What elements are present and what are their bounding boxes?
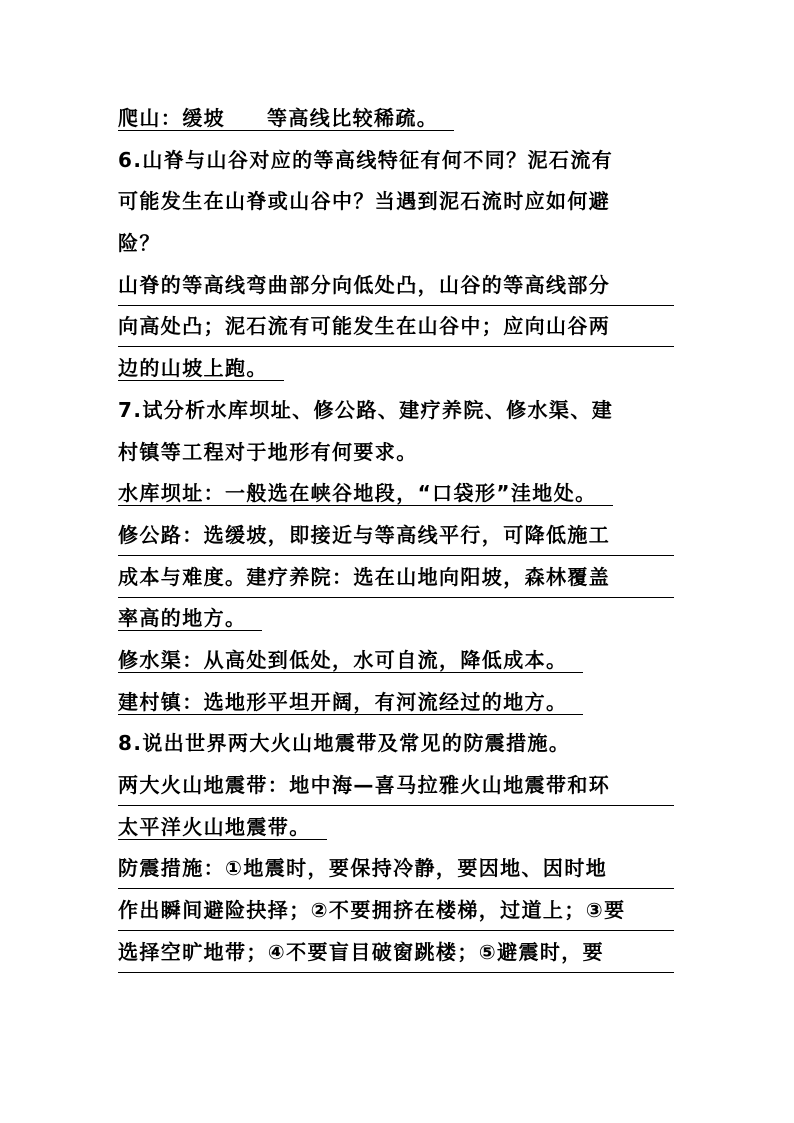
answer-text: 两大火山地震带：地中海—喜马拉雅火山地震带和环 [118, 765, 674, 806]
answer-text: 修公路：选缓坡，即接近与等高线平行，可降低施工 [118, 515, 674, 556]
answer-text: 水库坝址：一般选在峡谷地段，“口袋形”洼地处。 [118, 481, 613, 506]
question-line: 8.说出世界两大火山地震带及常见的防震措施。 [118, 731, 571, 756]
question-line: 村镇等工程对于地形有何要求。 [118, 439, 418, 464]
answer-line [118, 890, 678, 932]
answer-line [118, 306, 678, 348]
answer-line [118, 932, 678, 974]
answer-part: 爬山：缓坡 [118, 106, 225, 130]
answer-text [118, 106, 454, 131]
answer-line [118, 515, 678, 557]
question-line: 可能发生在山脊或山谷中？当遇到泥石流时应如何避 [118, 189, 611, 214]
answer-line [118, 98, 678, 140]
answer-text: 山脊的等高线弯曲部分向低处凸，山谷的等高线部分 [118, 265, 674, 306]
answer-line [118, 598, 678, 640]
answer-text: 防震措施：①地震时，要保持冷静，要因地、因时地 [118, 848, 674, 889]
answer-text: 太平洋火山地震带。 [118, 815, 327, 840]
answer-line [118, 682, 678, 724]
answer-part: 等高线比较稀疏。 [267, 106, 439, 130]
answer-text: 成本与难度。建疗养院：选在山地向阳坡，森林覆盖 [118, 557, 674, 598]
question-line: 险？ [118, 231, 161, 256]
answer-text: 选择空旷地带；④不要盲目破窗跳楼；⑤避震时，要 [118, 932, 674, 973]
answer-text: 作出瞬间避险抉择；②不要拥挤在楼梯，过道上；③要 [118, 890, 674, 931]
answer-line [118, 807, 678, 849]
answer-line [118, 765, 678, 807]
answer-text: 修水渠：从高处到低处，水可自流，降低成本。 [118, 648, 583, 673]
answer-text: 建村镇：选地形平坦开阔，有河流经过的地方。 [118, 690, 583, 715]
answer-line [118, 557, 678, 599]
answer-text: 率高的地方。 [118, 606, 262, 631]
answer-text: 边的山坡上跑。 [118, 356, 284, 381]
answer-text: 向高处凸；泥石流有可能发生在山谷中；应向山谷两 [118, 306, 674, 347]
answer-line [118, 348, 678, 390]
question-line: 7.试分析水库坝址、修公路、建疗养院、修水渠、建 [118, 397, 614, 422]
answer-line [118, 640, 678, 682]
answer-line [118, 265, 678, 307]
question-line: 6.山脊与山谷对应的等高线特征有何不同？泥石流有 [118, 147, 614, 172]
answer-line [118, 473, 678, 515]
document-page [118, 98, 678, 973]
answer-line [118, 848, 678, 890]
